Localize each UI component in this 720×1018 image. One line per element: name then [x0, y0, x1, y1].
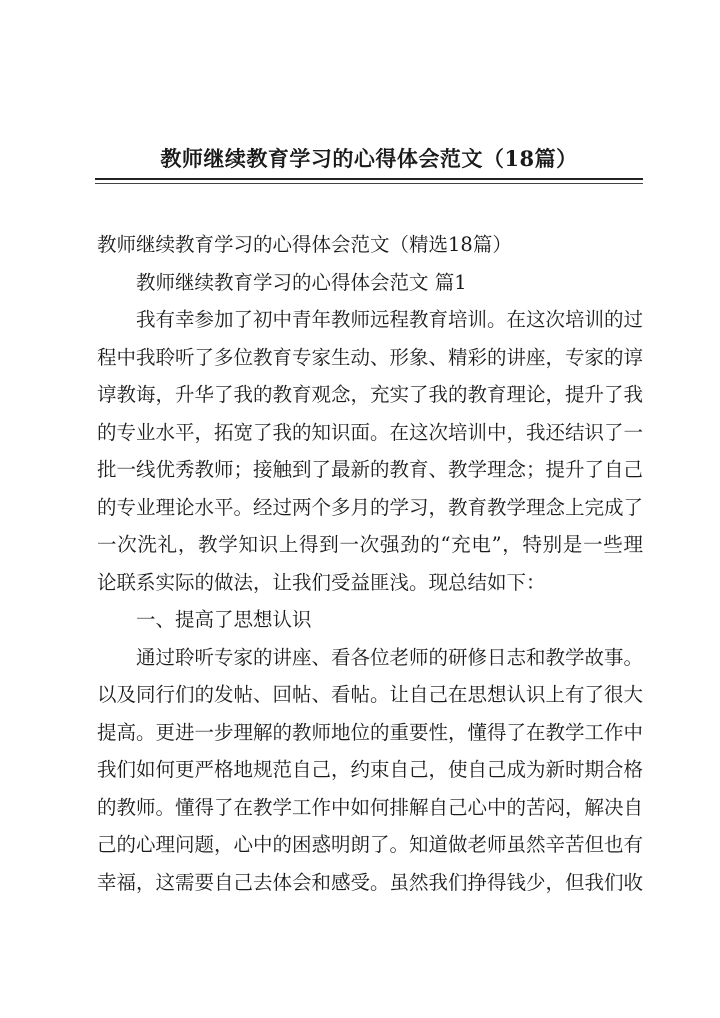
paragraph-1: 通过聆听专家的讲座、看各位老师的研修日志和教学故事。以及同行们的发帖、回帖、看帖。让自己在思想认识上有了很大提高。更进一步理解的教师地位的重要性，懂得了在教学工作中我们如何更严格地规范自己，约束自己，使自己成为新时期合格的教师。懂得了在教学工作中如何排解自己心中的苦闷，解决自己的心理问题，心中的困惑明朗了。知道做老师虽然辛苦但也有幸福，这需要自己去体会和感受。虽然我们挣得钱少，但我们收 [97, 645, 644, 894]
section-heading: 教师继续教育学习的心得体会范文 篇1 [136, 270, 467, 294]
paragraph-intro: 我有幸参加了初中青年教师远程教育培训。在这次培训的过程中我聆听了多位教育专家生动、形象、精彩的讲座，专家的谆谆教诲，升华了我的教育观念，充实了我的教育理论，提升了我的专业水平，拓宽了我的知识面。在这次培训中，我还结识了一批一线优秀教师；接触到了最新的教育、教学理念；提升了自己的专业理论水平。经过两个多月的学习，教育教学理念上完成了一次洗礼，教学知识上得到一次强劲的“充电”，特别是一些理论联系实际的做法，让我们受益匪浅。现总结如下： [97, 308, 644, 594]
subheading-1: 一、提高了思想认识 [136, 608, 312, 631]
document-subtitle: 教师继续教育学习的心得体会范文（精选18篇） [97, 233, 512, 256]
title-rule [95, 178, 643, 180]
title-rule-thin [95, 183, 643, 184]
document-body [97, 226, 643, 901]
document-title: 教师继续教育学习的心得体会范文（18篇） [160, 146, 578, 171]
